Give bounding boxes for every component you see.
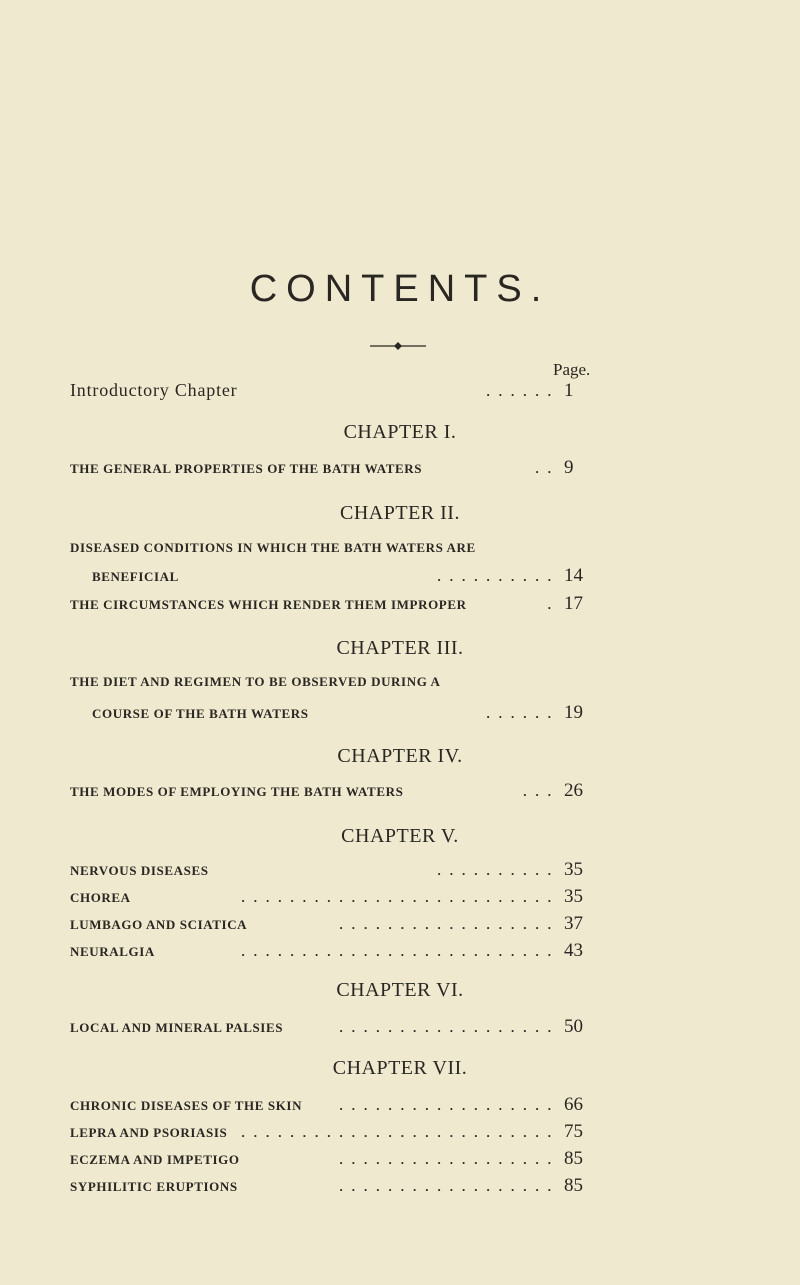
toc-entry-label: NERVOUS DISEASES (70, 863, 209, 878)
toc-entry[interactable] (70, 780, 590, 802)
toc-entry[interactable] (70, 940, 590, 962)
toc-entry-label: THE CIRCUMSTANCES WHICH RENDER THEM IMPROPER (70, 597, 467, 612)
chapter-heading-6: CHAPTER VI. (336, 979, 464, 1001)
leader-dots: .................. (339, 1179, 560, 1194)
leader-dots: .................. (339, 1152, 560, 1167)
toc-entry-page: 1 (564, 380, 574, 401)
toc-entry-label: CHOREA (70, 890, 131, 905)
leader-dots: .. (535, 461, 560, 476)
toc-entry-page: 35 (564, 859, 583, 880)
toc-entry-label: CHRONIC DISEASES OF THE SKIN (70, 1098, 303, 1113)
toc-entry[interactable] (70, 593, 590, 615)
leader-dots: .................. (339, 917, 560, 932)
toc-entry-label: THE MODES OF EMPLOYING THE BATH WATERS (70, 784, 404, 799)
leader-dots: .................. (339, 1098, 560, 1113)
toc-entry-page: 85 (564, 1148, 583, 1169)
toc-entry-label: THE GENERAL PROPERTIES OF THE BATH WATERS (70, 461, 423, 476)
leader-dots: .......................... (241, 890, 560, 905)
chapter-heading-5: CHAPTER V. (341, 825, 459, 847)
toc-entry-page: 75 (564, 1121, 583, 1142)
page-column-header: Page. (553, 360, 591, 379)
toc-entry-page: 17 (564, 593, 583, 614)
toc-entry[interactable] (70, 457, 590, 479)
toc-entry-page: 50 (564, 1016, 583, 1037)
chapter-heading-3: CHAPTER III. (336, 637, 464, 659)
toc-entry-page: 26 (564, 780, 583, 801)
leader-dots: ...... (486, 384, 560, 399)
toc-entry[interactable] (70, 1016, 590, 1038)
leader-dots: .......... (437, 569, 560, 584)
toc-entry-page: 66 (564, 1094, 583, 1115)
toc-entry[interactable] (92, 565, 590, 587)
toc-entry-label: ECZEMA AND IMPETIGO (70, 1152, 240, 1167)
toc-entry-label: LOCAL AND MINERAL PALSIES (70, 1020, 284, 1035)
leader-dots: .......................... (241, 944, 560, 959)
toc-entry-page: 85 (564, 1175, 583, 1196)
toc-entry-page: 37 (564, 913, 583, 934)
chapter-heading-2: CHAPTER II. (340, 502, 460, 524)
toc-entry-label: DISEASED CONDITIONS IN WHICH THE BATH WATERS ARE (70, 540, 476, 555)
toc-entry-page: 35 (564, 886, 583, 907)
toc-entry-label: LEPRA AND PSORIASIS (70, 1125, 228, 1140)
diamond-rule-ornament (368, 341, 428, 351)
toc-entry[interactable] (70, 886, 590, 908)
leader-dots: . (547, 597, 560, 612)
toc-entry-label: COURSE OF THE BATH WATERS (92, 706, 309, 721)
toc-entry[interactable] (70, 913, 590, 935)
toc-entry-page: 19 (564, 702, 583, 723)
toc-entry-label: LUMBAGO AND SCIATICA (70, 917, 248, 932)
leader-dots: .......................... (241, 1125, 560, 1140)
toc-entry-page: 14 (564, 565, 583, 586)
toc-entry[interactable] (70, 1175, 590, 1197)
chapter-heading-7: CHAPTER VII. (332, 1057, 468, 1079)
toc-entry-label: THE DIET AND REGIMEN TO BE OBSERVED DURING A (70, 674, 441, 689)
leader-dots: ... (523, 784, 560, 799)
toc-entry-introductory[interactable] (70, 380, 590, 402)
leader-dots: ...... (486, 706, 560, 721)
toc-entry-page: 43 (564, 940, 583, 961)
toc-entry-label: SYPHILITIC ERUPTIONS (70, 1179, 238, 1194)
toc-entry[interactable] (70, 859, 590, 881)
chapter-heading-4: CHAPTER IV. (337, 745, 463, 767)
toc-entry-label: NEURALGIA (70, 944, 155, 959)
leader-dots: .................. (339, 1020, 560, 1035)
toc-entry-label: Introductory Chapter (70, 380, 238, 400)
leader-dots: .......... (437, 863, 560, 878)
toc-entry-page: 9 (564, 457, 574, 478)
contents-title: CONTENTS. (249, 268, 551, 310)
chapter-heading-1: CHAPTER I. (343, 421, 457, 443)
toc-entry-label: BENEFICIAL (92, 569, 179, 584)
toc-entry[interactable] (70, 1094, 590, 1116)
toc-entry[interactable] (70, 1121, 590, 1143)
toc-entry[interactable] (70, 1148, 590, 1170)
toc-entry[interactable] (92, 702, 590, 724)
